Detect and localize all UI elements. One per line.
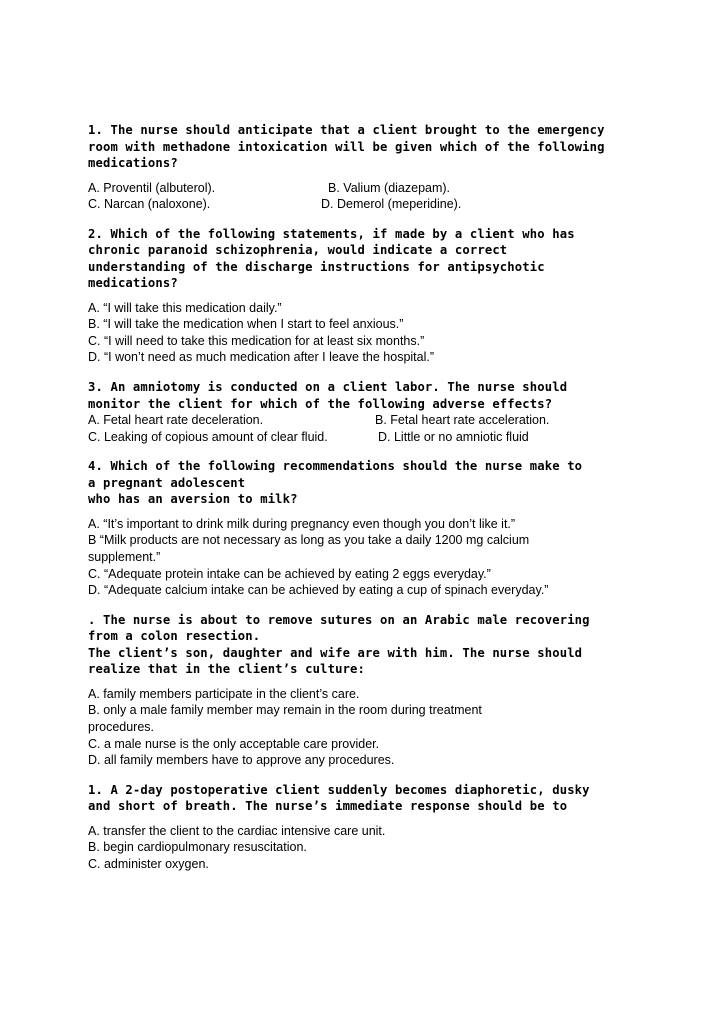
question-title [88, 122, 628, 172]
question-title [88, 226, 628, 292]
title-line: 3. An amniotomy is conducted on a client labor. The nurse should [88, 380, 568, 395]
answer-option: C. administer oxygen. [88, 856, 209, 871]
title-line: medications? [88, 156, 178, 170]
answer-option: A. family members participate in the client’s care. [88, 686, 360, 701]
title-line: medications? [88, 276, 178, 291]
answer-option: B. Fetal heart rate acceleration. [375, 413, 550, 428]
answer-option: B. “I will take the medication when I start to feel anxious.” [88, 317, 404, 332]
answer-option: B. only a male family member may remain in the room during treatment [88, 703, 482, 718]
answer-option: C. Narcan (naloxone). [88, 197, 211, 212]
question-3 [88, 379, 628, 445]
answer-option: C. “Adequate protein intake can be achieved by eating 2 eggs everyday.” [88, 566, 491, 581]
question-4 [88, 458, 628, 598]
title-line: room with methadone intoxication will be given which of the following [88, 139, 605, 154]
answer-option: D. “Adequate calcium intake can be achieved by eating a cup of spinach everyday.” [88, 583, 549, 598]
title-line: 4. Which of the following recommendations should the nurse make to [88, 459, 583, 474]
question-2 [88, 226, 628, 366]
title-line: realize that in the client’s culture: [88, 662, 366, 677]
answer-list [88, 516, 628, 599]
answer-option: A. “I will take this medication daily.” [88, 300, 282, 315]
title-line: 2. Which of the following statements, if made by a client who has [88, 226, 575, 241]
title-line: 1. A 2-day postoperative client suddenly becomes diaphoretic, dusky [88, 782, 590, 797]
answer-option: D. Little or no amniotic fluid [378, 429, 529, 444]
title-line: from a colon resection. [88, 629, 261, 644]
question-5 [88, 612, 628, 769]
answer-option: D. “I won’t need as much medication after I leave the hospital.” [88, 350, 435, 365]
title-line: chronic paranoid schizophrenia, would indicate a correct [88, 243, 508, 258]
answer-option: A. Fetal heart rate deceleration. [88, 413, 264, 428]
answer-list [88, 300, 628, 366]
answer-option: B “Milk products are not necessary as long as you take a daily 1200 mg calcium [88, 533, 530, 548]
answer-option: C. a male nurse is the only acceptable care provider. [88, 736, 380, 751]
question-6 [88, 782, 628, 873]
answer-option: B. Valium (diazepam). [328, 180, 451, 195]
answer-option: C. “I will need to take this medication for at least six months.” [88, 333, 425, 348]
answer-option: A. transfer the client to the cardiac intensive care unit. [88, 823, 386, 838]
answer-option: D. all family members have to approve any procedures. [88, 753, 395, 768]
answer-option: supplement.” [88, 549, 161, 564]
title-line: 1. The nurse should anticipate that a client brought to the emergency [88, 123, 605, 137]
answer-list [88, 686, 628, 769]
answer-option: B. begin cardiopulmonary resuscitation. [88, 840, 307, 855]
title-line: a pregnant adolescent [88, 475, 246, 490]
answer-grid [88, 412, 628, 445]
title-line: monitor the client for which of the following adverse effects? [88, 396, 553, 411]
title-line: . The nurse is about to remove sutures on an Arabic male recovering [88, 612, 590, 627]
answer-option: A. Proventil (albuterol). [88, 180, 216, 195]
title-line: and short of breath. The nurse’s immediate response should be to [88, 799, 568, 814]
answer-grid [88, 180, 628, 213]
title-line: who has an aversion to milk? [88, 492, 298, 507]
question-title [88, 612, 628, 678]
question-title [88, 458, 628, 508]
answer-list [88, 823, 628, 873]
answer-option: C. Leaking of copious amount of clear fluid. [88, 429, 328, 444]
question-title [88, 379, 628, 412]
answer-option: A. “It’s important to drink milk during pregnancy even though you don’t like it.” [88, 516, 516, 531]
answer-option: procedures. [88, 719, 155, 734]
question-title [88, 782, 628, 815]
question-1 [88, 122, 628, 213]
title-line: understanding of the discharge instructions for antipsychotic [88, 259, 545, 274]
answer-option: D. Demerol (meperidine). [321, 197, 462, 212]
document-page [88, 122, 628, 872]
title-line: The client’s son, daughter and wife are with him. The nurse should [88, 645, 583, 660]
